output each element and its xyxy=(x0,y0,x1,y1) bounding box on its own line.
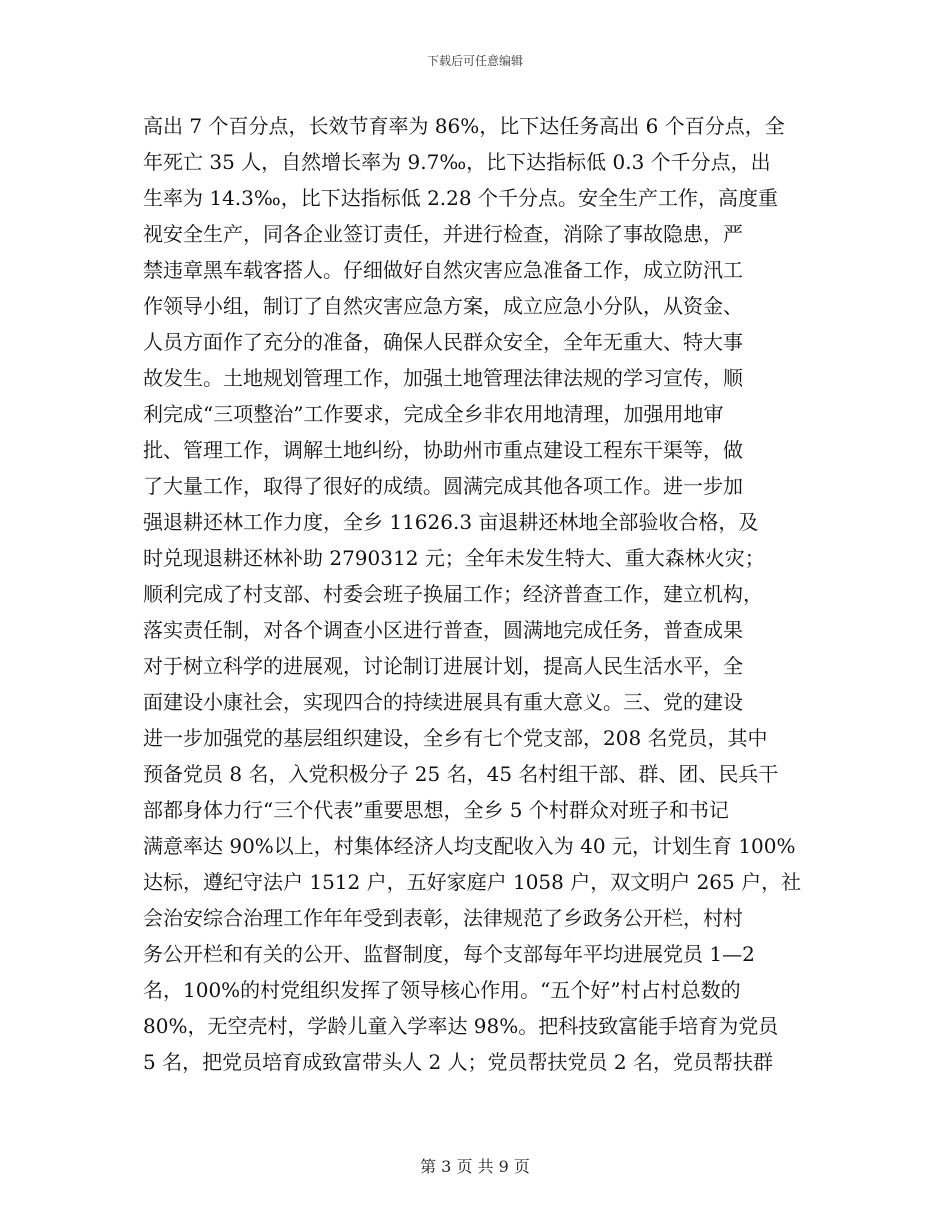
text-line: 禁违章黑车载客搭人。仔细做好自然灾害应急准备工作，成立防汛工 xyxy=(143,258,743,282)
text-line: 年死亡 35 人，自然增长率为 9.7‰，比下达指标低 0.3 个千分点，出 xyxy=(143,150,771,174)
page-number: 第 3 页 共 9 页 xyxy=(420,1157,530,1176)
text-line: 名，100%的村党组织发挥了领导核心作用。“五个好”村占村总数的 xyxy=(143,978,741,1002)
text-line: 务公开栏和有关的公开、监督制度，每个支部每年平均进展党员 1—2 xyxy=(143,942,755,966)
text-line: 作领导小组，制订了自然灾害应急方案，成立应急小分队，从资金、 xyxy=(143,294,743,318)
text-line: 批、管理工作，调解土地纠纷，协助州市重点建设工程东干渠等，做 xyxy=(143,438,743,462)
text-line: 落实责任制，对各个调查小区进行普查，圆满地完成任务，普查成果 xyxy=(143,618,743,642)
text-line: 进一步加强党的基层组织建设，全乡有七个党支部，208 名党员，其中 xyxy=(143,726,768,750)
text-line: 生率为 14.3‰，比下达指标低 2.28 个千分点。安全生产工作，高度重 xyxy=(143,186,778,210)
text-line: 了大量工作，取得了很好的成绩。圆满完成其他各项工作。进一步加 xyxy=(143,474,743,498)
text-line: 人员方面作了充分的准备，确保人民群众安全，全年无重大、特大事 xyxy=(143,330,743,354)
text-line: 高出 7 个百分点，长效节育率为 86%，比下达任务高出 6 个百分点，全 xyxy=(143,114,785,138)
text-line: 80%，无空壳村，学龄儿童入学率达 98%。把科技致富能手培育为党员 xyxy=(143,1014,779,1038)
text-line: 面建设小康社会，实现四合的持续进展具有重大意义。三、党的建设 xyxy=(143,690,743,714)
text-line: 强退耕还林工作力度，全乡 11626.3 亩退耕还林地全部验收合格，及 xyxy=(143,510,759,534)
text-line: 预备党员 8 名，入党积极分子 25 名，45 名村组干部、群、团、民兵干 xyxy=(143,762,779,786)
text-line: 故发生。土地规划管理工作，加强土地管理法律法规的学习宣传，顺 xyxy=(143,366,743,390)
page-header-note: 下载后可任意编辑 xyxy=(426,54,523,68)
text-line: 对于树立科学的进展观，讨论制订进展计划，提高人民生活水平，全 xyxy=(143,654,743,678)
text-line: 利完成“三项整治”工作要求，完成全乡非农用地清理，加强用地审 xyxy=(143,402,724,426)
text-line: 部都身体力行“三个代表”重要思想，全乡 5 个村群众对班子和书记 xyxy=(143,798,729,822)
text-line: 会治安综合治理工作年年受到表彰，法律规范了乡政务公开栏，村村 xyxy=(143,906,743,930)
text-line: 达标，遵纪守法户 1512 户，五好家庭户 1058 户，双文明户 265 户，社 xyxy=(143,870,802,894)
document-body xyxy=(143,108,811,1080)
text-line: 顺利完成了村支部、村委会班子换届工作；经济普查工作，建立机构， xyxy=(143,582,763,606)
text-line: 时兑现退耕还林补助 2790312 元；全年未发生特大、重大森林火灾； xyxy=(143,546,765,570)
text-line: 视安全生产，同各企业签订责任，并进行检查，消除了事故隐患，严 xyxy=(143,222,743,246)
text-line: 满意率达 90%以上，村集体经济人均支配收入为 40 元，计划生育 100% xyxy=(143,834,796,858)
text-line: 5 名，把党员培育成致富带头人 2 人；党员帮扶党员 2 名，党员帮扶群 xyxy=(143,1050,773,1074)
